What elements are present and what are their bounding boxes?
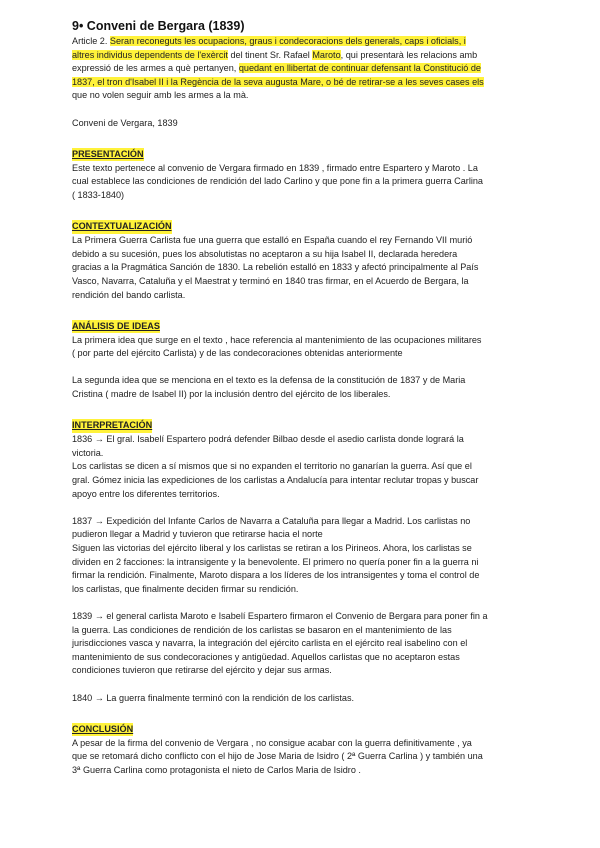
text-line: 1836 → El gral. Isabelí Espartero podrá defender Bilbao desde el asedio carlista donde logrará la <box>72 434 464 445</box>
article-highlight-1a: Seran reconeguts les ocupacions, graus i condecoracions dels generals, caps i oficials, i <box>109 36 466 46</box>
text-line: jurisdicciones vasca y navarra, la integración del ejército carlista en el ejército real isabelino con el <box>72 638 468 649</box>
text-line: rendición del bando carlista. <box>72 289 186 300</box>
section-title: ANÁLISIS DE IDEAS <box>72 320 160 334</box>
article-line-2 <box>72 49 540 63</box>
text-line: 1840 → La guerra finalmente terminó con la rendición de los carlistas. <box>72 692 355 703</box>
text-line: ( 1833-1840) <box>72 189 125 200</box>
text-line: los carlistas, que finalmente deciden firmar su rendición. <box>72 583 299 594</box>
text-line: gracias a la Pragmática Sanción de 1830. La rebelión estalló en 1833 y afectó principalmente al País <box>72 262 479 273</box>
section-title: CONTEXTUALIZACIÓN <box>72 220 172 234</box>
spacer <box>72 705 540 719</box>
spacer <box>72 402 540 416</box>
text-line: Los carlistas se dicen a sí mismos que si no expanden el territorio no ganarían la guerra. Así que el <box>72 461 472 472</box>
text-line: ( por parte del ejército Carlista) y de las condecoraciones obtenidas anteriormente <box>72 348 403 359</box>
article-highlight-2b: 1837, el tron d'Isabel II i la Regència de la seva augusta Mare, o bé de retirar-se a les seves cases els <box>72 76 484 87</box>
text-line: Siguen las victorias del ejército liberal y los carlistas se retiran a los Pirineos. Ahora, los carlistas se <box>72 543 472 553</box>
text-line: gral. Gómez inicia las expediciones de los carlistas a Andalucía para intentar reclutar tropas y buscar <box>72 475 479 486</box>
document-title: 9• Conveni de Bergara (1839) <box>72 19 245 33</box>
article-line-1 <box>72 35 540 49</box>
text-line: A pesar de la firma del convenio de Vergara , no consigue acabar con la guerra definitivamente , ya <box>72 737 472 748</box>
text-line: Cristina ( madre de Isabel II) por la inclusión dentro del ejército de los liberales. <box>72 389 391 400</box>
text-line: condiciones tuvieron que retirarse del ejército y dejar sus armas. <box>72 665 332 676</box>
article-mid-2: , qui presentarà les relacions amb <box>340 49 478 60</box>
text-line: 1839 → el general carlista Maroto e Isabelí Espartero firmaron el Convenio de Bergara para poner fin a <box>72 610 488 621</box>
section-title: INTERPRETACIÓN <box>72 419 152 433</box>
text-line: 1837 → Expedición del Infante Carlos de Navarra a Cataluña para llegar a Madrid. Los carlistas no <box>72 515 471 526</box>
text-line: apoyo entre los diferentes territorios. <box>72 488 220 499</box>
text-line: dividen en 2 facciones: la intransigente y la benevolente. El primero no quería poner fin a la guerra ni <box>72 556 479 567</box>
spacer <box>72 501 540 515</box>
article-line-4 <box>72 76 540 90</box>
text-line: La Primera Guerra Carlista fue una guerra que estalló en España cuando el rey Fernando VII murió <box>72 235 473 246</box>
text-line: 3ª Guerra Carlina como protagonista el nieto de Carlos Maria de Isidro . <box>72 764 361 775</box>
spacer <box>72 596 540 610</box>
text-line: firmar la rendición. Finalmente, Maroto dispara a los líderes de los intransigentes y toma el control de <box>72 570 480 581</box>
text-line: La segunda idea que se menciona en el texto es la defensa de la constitución de 1837 y de Maria <box>72 375 466 386</box>
article-mid-1: del tinent Sr. Rafael <box>227 49 313 60</box>
article-line-3 <box>72 62 540 76</box>
section-conclusion <box>72 719 540 778</box>
text-line: Vasco, Navarra, Cataluña y el Maestrat y terminó en 1840 tras firmar, en el Acuerdo de Bergara, la <box>72 275 469 286</box>
text-line: Este texto pertenece al convenio de Vergara firmado en 1839 , firmado entre Espartero y Maroto . La <box>72 162 478 173</box>
article-line3-plain: expressió de les armes a què pertanyen, <box>72 63 239 74</box>
text-line: que se retomará dicho conflicto con el hijo de Jose Maria de Isidro ( 2ª Guerra Carlina ) y también una <box>72 751 483 762</box>
section-contextualizacion <box>72 216 540 302</box>
section-analisis <box>72 316 540 402</box>
article-line-5: que no volen seguir amb les armes a la mà. <box>72 90 249 101</box>
article-highlight-2a: quedant en llibertat de continuar defensant la Constitució de <box>238 63 481 74</box>
section-interpretacion <box>72 415 540 705</box>
text-line: mantenimiento de sus condecoraciones y antigüedad. Aquellos carlistas que no aceptaron estas <box>72 651 460 662</box>
spacer <box>72 203 540 217</box>
text-line: debido a su sucesión, pues los absolutistas no aceptaron a su hija Isabel II, declarada heredera <box>72 248 458 259</box>
article-highlight-1b: altres individus dependents de l'exèrcit <box>72 49 228 60</box>
article-prefix: Article 2. <box>72 36 110 46</box>
source-line: Conveni de Vergara, 1839 <box>72 117 178 128</box>
text-line: La primera idea que surge en el texto , hace referencia al mantenimiento de las ocupaciones militares <box>72 334 482 345</box>
text-line: la guerra. Las condiciones de rendición de los carlistas se basaron en el mantenimiento de las <box>72 624 452 635</box>
article-maroto: Maroto <box>312 49 341 60</box>
spacer <box>72 361 540 375</box>
spacer <box>72 302 540 316</box>
article-block <box>72 35 540 103</box>
section-title: PRESENTACIÓN <box>72 148 144 162</box>
section-presentacion <box>72 144 540 203</box>
spacer <box>72 678 540 692</box>
text-line: victoria. <box>72 447 104 458</box>
section-title: CONCLUSIÓN <box>72 723 133 737</box>
spacer <box>72 103 540 117</box>
text-line: pudieron llegar a Madrid y tuvieron que retirarse hacia el norte <box>72 529 323 540</box>
text-line: cual establece las condiciones de rendición del lado Carlino y que pone fin a la primera guerra Carlina <box>72 176 483 187</box>
spacer <box>72 130 540 144</box>
